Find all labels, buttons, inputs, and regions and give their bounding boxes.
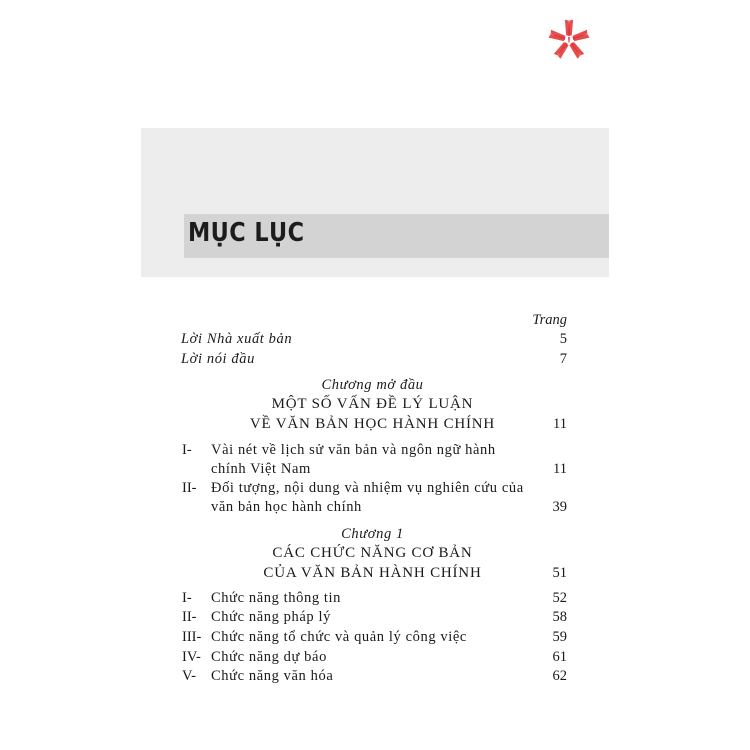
toc-entry-title: Lời nói đầu — [181, 351, 255, 367]
section-page: 52 — [552, 590, 567, 606]
section-title: Chức năng pháp lý — [211, 609, 331, 625]
page-title: MỤC LỤC — [188, 218, 305, 248]
section-number: II- — [182, 609, 197, 625]
section-title: Chức năng thông tin — [211, 590, 342, 606]
chapter-label: Chương mở đầu — [321, 377, 424, 393]
section-page: 39 — [552, 499, 567, 515]
section-number: II- — [182, 480, 197, 496]
publisher-star-logo-icon — [546, 16, 592, 62]
chapter-title: VỀ VĂN BẢN HỌC HÀNH CHÍNH — [249, 416, 496, 432]
section-page: 62 — [552, 668, 567, 684]
section-number: V- — [182, 668, 196, 684]
section-number: III- — [182, 629, 202, 645]
chapter-title: CỦA VĂN BẢN HÀNH CHÍNH — [263, 565, 482, 581]
toc-entry-title: Lời Nhà xuất bản — [181, 331, 293, 347]
toc-entry-page: 7 — [559, 351, 567, 367]
chapter-page: 11 — [553, 416, 567, 432]
section-title: Chức năng dự báo — [211, 649, 327, 665]
section-title: Chức năng tổ chức và quản lý công việc — [211, 629, 467, 645]
chapter-label: Chương 1 — [341, 526, 404, 542]
section-title: Đối tượng, nội dung và nhiệm vụ nghiên cứu của — [211, 480, 524, 496]
chapter-page: 51 — [552, 565, 567, 581]
section-title: Vài nét về lịch sử văn bản và ngôn ngữ hành — [211, 442, 496, 458]
section-page: 59 — [552, 629, 567, 645]
section-title: văn bản học hành chính — [211, 499, 362, 515]
title-bar — [184, 214, 609, 258]
toc-entry-page: 5 — [559, 331, 567, 347]
chapter-title: CÁC CHỨC NĂNG CƠ BẢN — [272, 545, 473, 561]
chapter-title: MỘT SỐ VẤN ĐỀ LÝ LUẬN — [271, 396, 474, 412]
section-page: 61 — [552, 649, 567, 665]
section-title: Chức năng văn hóa — [211, 668, 334, 684]
section-title: chính Việt Nam — [211, 461, 311, 477]
page-column-label: Trang — [532, 312, 567, 328]
section-number: I- — [182, 442, 192, 458]
section-page: 11 — [553, 461, 567, 477]
section-page: 58 — [552, 609, 567, 625]
section-number: IV- — [182, 649, 201, 665]
section-number: I- — [182, 590, 192, 606]
